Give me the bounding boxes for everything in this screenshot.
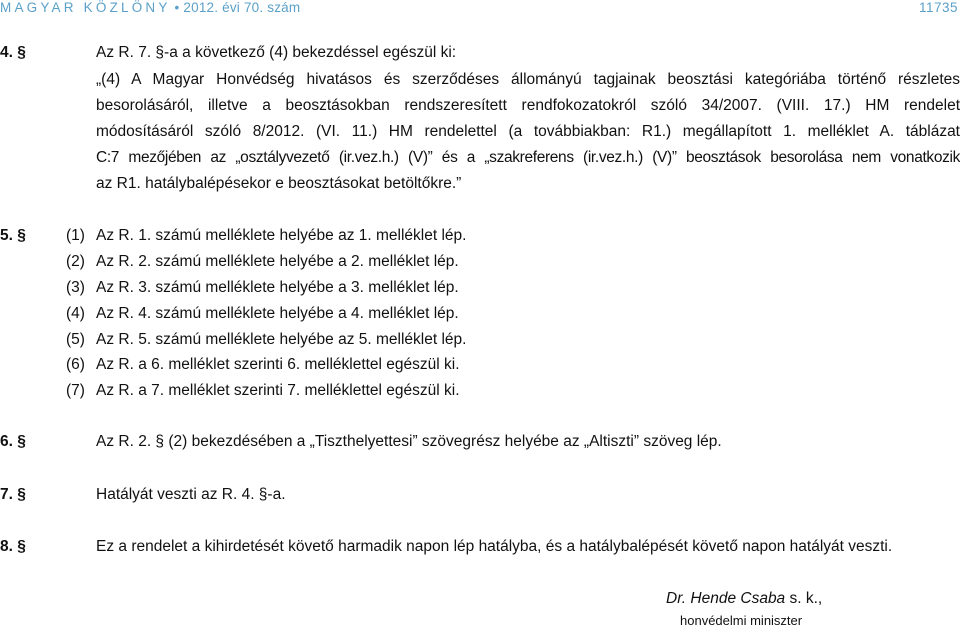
section-number: 7. §	[0, 486, 26, 503]
section-number: 6. §	[0, 433, 26, 450]
signer-name: Dr. Hende Csaba	[666, 590, 786, 607]
issue-info: • 2012. évi 70. szám	[170, 0, 301, 15]
section-intro: Az R. 7. §-a a következő (4) bekezdéssel egészül ki:	[96, 44, 457, 61]
signature-name	[666, 590, 822, 608]
section-number: 4. §	[0, 44, 26, 61]
section-number: 8. §	[0, 538, 26, 555]
section-text: Ez a rendelet a kihirdetését követő harmadik napon lép hatályba, és a hatálybalépését követő napon hatályát veszti.	[96, 538, 893, 555]
subsection-marker: (2)	[66, 253, 85, 270]
signer-role: honvédelmi miniszter	[680, 613, 803, 628]
subsection-marker: (5)	[66, 331, 85, 348]
paragraph-line: C:7 mezőjében az „osztályvezető (ir.vez.h.) (V)” és a „szakreferens (ir.vez.h.) (V)” beosztások besorolása nem vonatkozik	[96, 149, 960, 166]
journal-title: MAGYAR KÖZLÖNY • 2012. évi 70. szám	[0, 0, 301, 15]
paragraph-line: „(4) A Magyar Honvédség hivatásos és szerződéses állományú tagjainak beosztási kategóriába történő részletes	[96, 71, 960, 88]
subsection-marker: (6)	[66, 356, 85, 373]
subsection-text: Az R. 5. számú melléklete helyébe az 5. melléklet lép.	[96, 331, 467, 348]
section-text: Hatályát veszti az R. 4. §-a.	[96, 486, 286, 503]
page-number: 11735	[918, 0, 958, 15]
subsection-text: Az R. 1. számú melléklete helyébe az 1. melléklet lép.	[96, 227, 467, 244]
paragraph-line: besorolásáról, illetve a beosztásokban rendszeresített rendfokozatokról szóló 34/2007. (VIII. 17.) HM rendelet	[96, 97, 960, 114]
section-number: 5. §	[0, 227, 26, 244]
signer-suffix: s. k.,	[785, 590, 823, 607]
subsection-text: Az R. 3. számú melléklete helyébe a 3. melléklet lép.	[96, 279, 459, 296]
subsection-marker: (3)	[66, 279, 85, 296]
subsection-marker: (1)	[66, 227, 85, 244]
page-header	[0, 0, 960, 14]
paragraph-line: módosításáról szóló 8/2012. (VI. 11.) HM rendelettel (a továbbiakban: R1.) megállapított 1. melléklet A. táblázat	[96, 123, 960, 140]
section-text: Az R. 2. § (2) bekezdésében a „Tiszthelyettesi” szövegrész helyébe az „Altiszti” szöveg lép.	[96, 433, 722, 450]
subsection-text: Az R. a 6. melléklet szerinti 6. melléklettel egészül ki.	[96, 356, 460, 373]
subsection-marker: (4)	[66, 305, 85, 322]
paragraph-line: az R1. hatálybalépésekor e beosztásokat betöltőkre.”	[96, 175, 462, 192]
subsection-marker: (7)	[66, 382, 85, 399]
subsection-text: Az R. 2. számú melléklete helyébe a 2. melléklet lép.	[96, 253, 459, 270]
subsection-text: Az R. a 7. melléklet szerinti 7. melléklettel egészül ki.	[96, 382, 460, 399]
subsection-text: Az R. 4. számú melléklete helyébe a 4. melléklet lép.	[96, 305, 459, 322]
